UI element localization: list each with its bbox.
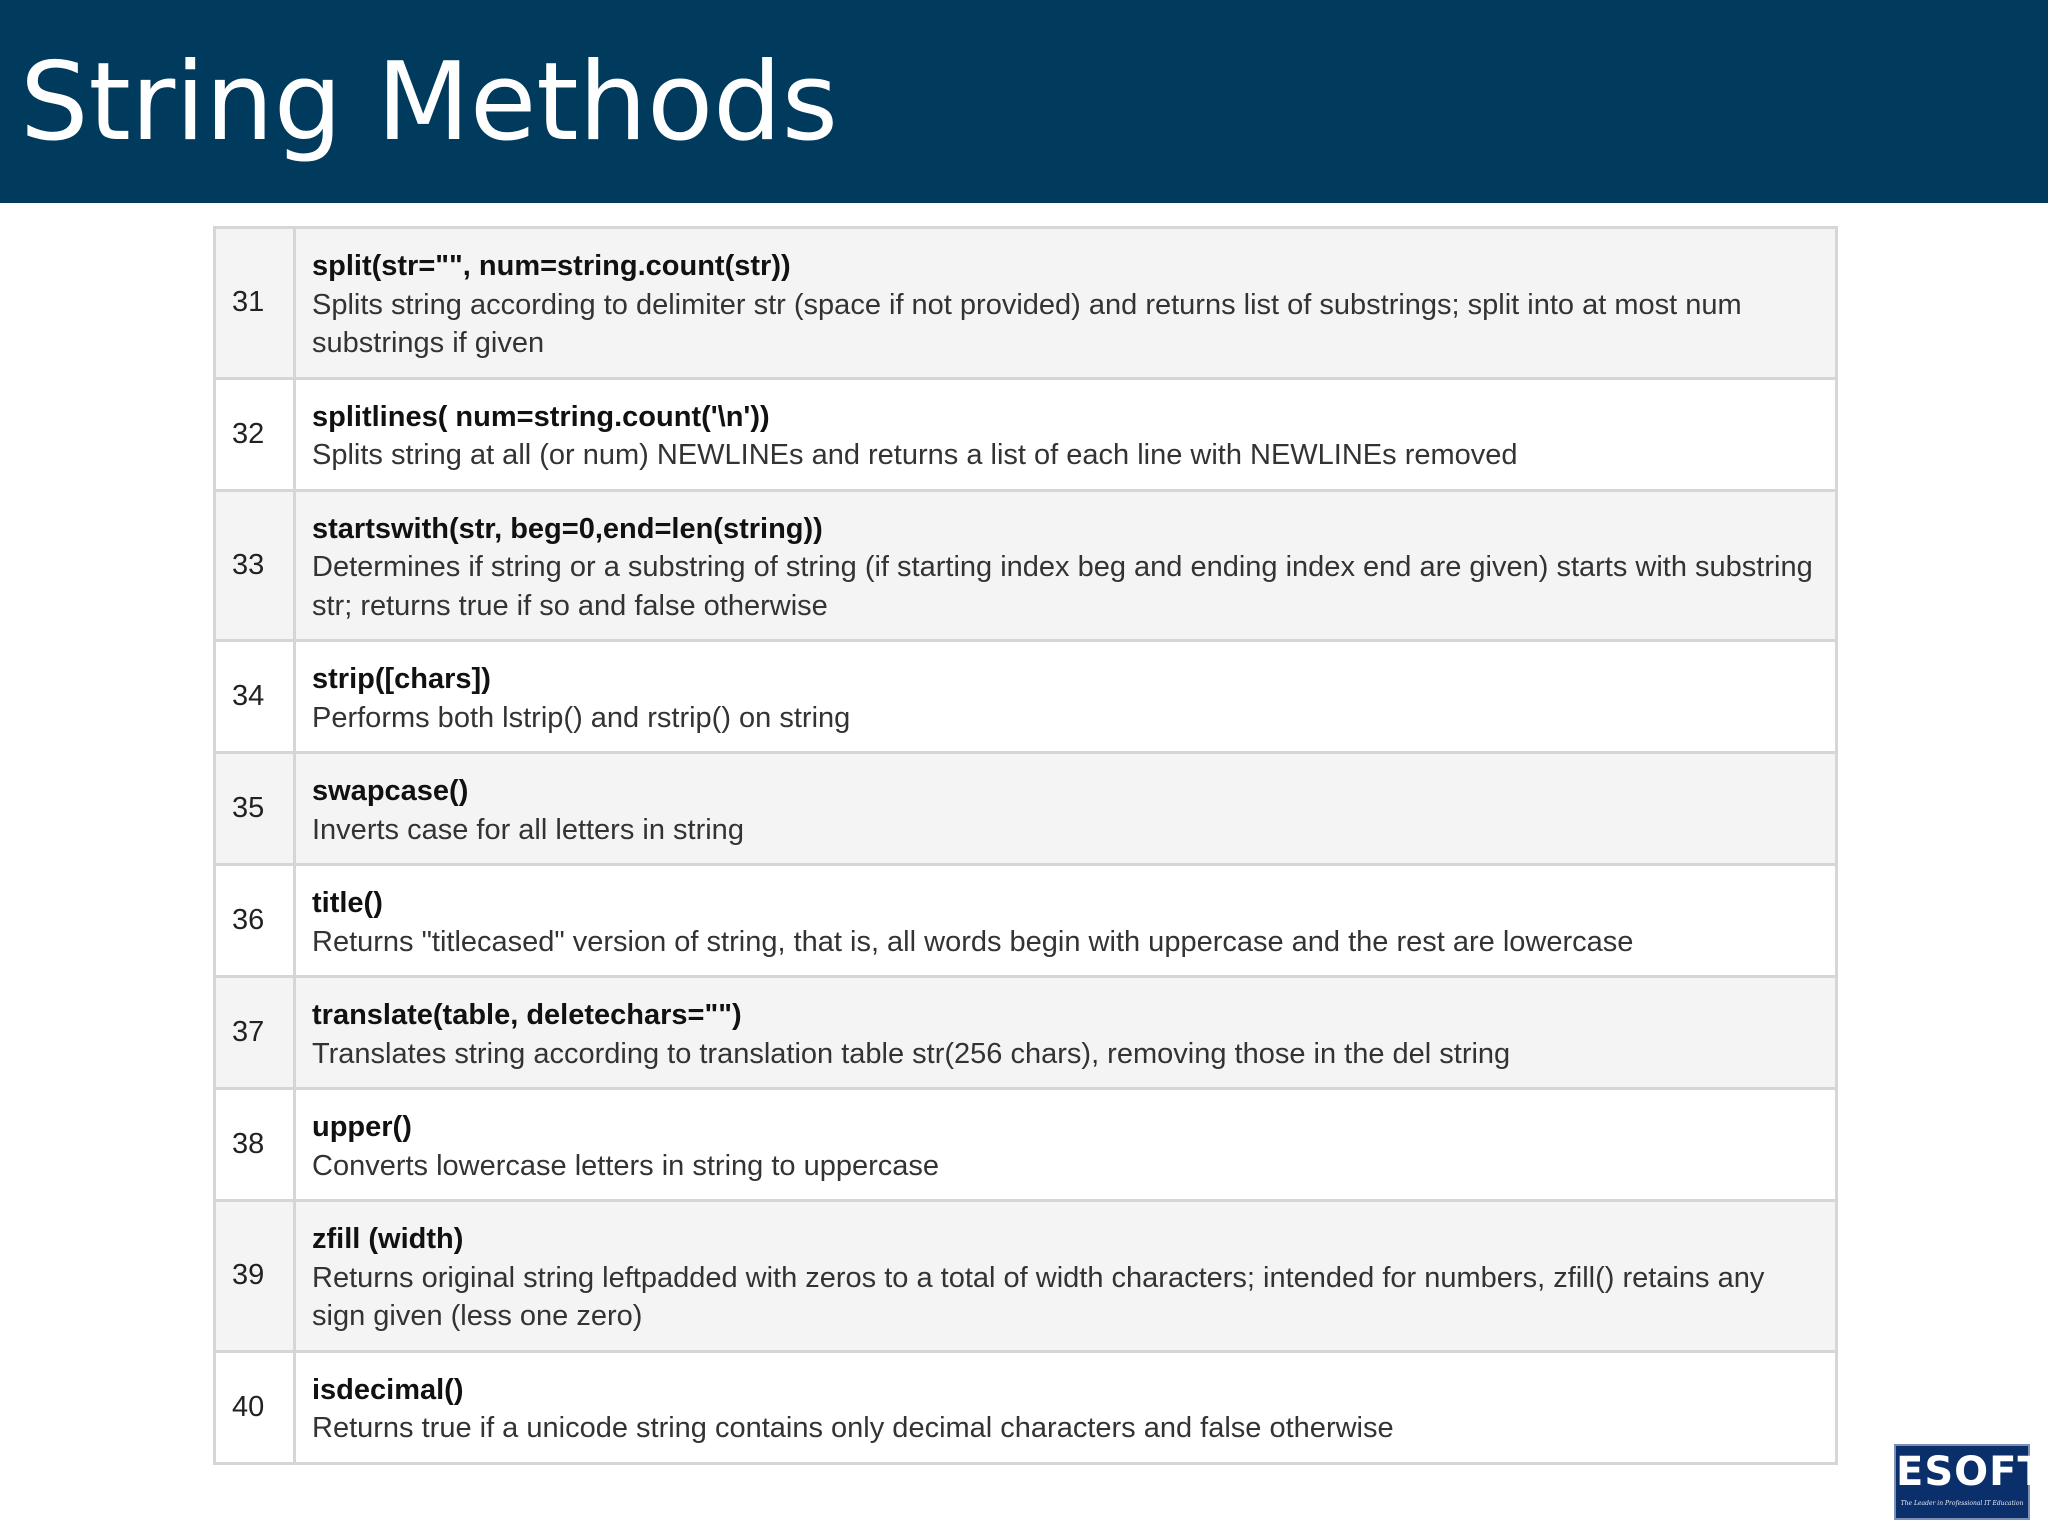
method-description: Returns "titlecased" version of string, that is, all words begin with uppercase and the rest are lowercase [312,925,1634,958]
logo-wordmark: ESOFT [1896,1449,2046,1495]
method-description: Splits string at all (or num) NEWLINEs and returns a list of each line with NEWLINEs removed [312,439,1518,471]
method-signature: splitlines( num=string.count('\n')) [312,400,770,433]
table-row [213,639,1838,754]
table-row [213,751,1838,866]
table-row [213,1350,1838,1465]
table-row [213,489,1838,643]
row-number: 31 [216,229,296,377]
method-signature: split(str="", num=string.count(str)) [312,250,791,282]
row-number: 36 [216,866,296,975]
method-cell [296,1353,1835,1462]
method-cell [296,642,1835,751]
logo-tagline: The Leader in Professional IT Education [1900,1500,2024,1507]
row-number: 32 [216,380,296,489]
row-number: 37 [216,978,296,1087]
method-description: Returns original string leftpadded with zeros to a total of width characters; intended for numbers, zfill() retains any sign given (less one zero) [312,1261,1765,1332]
method-cell [296,229,1835,377]
method-description: Converts lowercase letters in string to uppercase [312,1149,940,1182]
method-signature: startswith(str, beg=0,end=len(string)) [312,512,823,545]
slide-title: String Methods [20,40,838,165]
table-row [213,1199,1838,1353]
row-number: 39 [216,1202,296,1350]
table-row [213,226,1838,380]
method-cell [296,754,1835,863]
method-cell [296,1090,1835,1199]
method-signature: swapcase() [312,775,469,807]
esoft-logo [1894,1444,2046,1520]
row-number: 35 [216,754,296,863]
method-cell [296,978,1835,1087]
method-signature: translate(table, deletechars="") [312,999,742,1031]
method-description: Determines if string or a substring of string (if starting index beg and ending index end are given) starts with substring str; returns true if so and false otherwise [312,551,1813,622]
method-cell [296,380,1835,489]
method-description: Splits string according to delimiter str (space if not provided) and returns list of substrings; split into at most num substrings if given [312,288,1742,359]
method-signature: strip([chars]) [312,663,491,695]
method-signature: upper() [312,1111,412,1143]
table-row [213,377,1838,492]
method-cell [296,1202,1835,1350]
method-signature: isdecimal() [312,1373,464,1406]
table-row [213,863,1838,978]
table-row [213,1087,1838,1202]
method-cell [296,866,1835,975]
method-signature: title() [312,887,383,919]
method-description: Inverts case for all letters in string [312,813,744,846]
row-number: 33 [216,492,296,640]
row-number: 34 [216,642,296,751]
method-description: Returns true if a unicode string contains only decimal characters and false otherwise [312,1412,1394,1444]
table-row [213,975,1838,1090]
string-methods-table [213,226,1838,1465]
method-description: Translates string according to translation table str(256 chars), removing those in the del string [312,1037,1511,1070]
method-description: Performs both lstrip() and rstrip() on string [312,701,851,734]
row-number: 38 [216,1090,296,1199]
title-bar [0,0,2048,203]
row-number: 40 [216,1353,296,1462]
method-signature: zfill (width) [312,1223,464,1255]
method-cell [296,492,1835,640]
